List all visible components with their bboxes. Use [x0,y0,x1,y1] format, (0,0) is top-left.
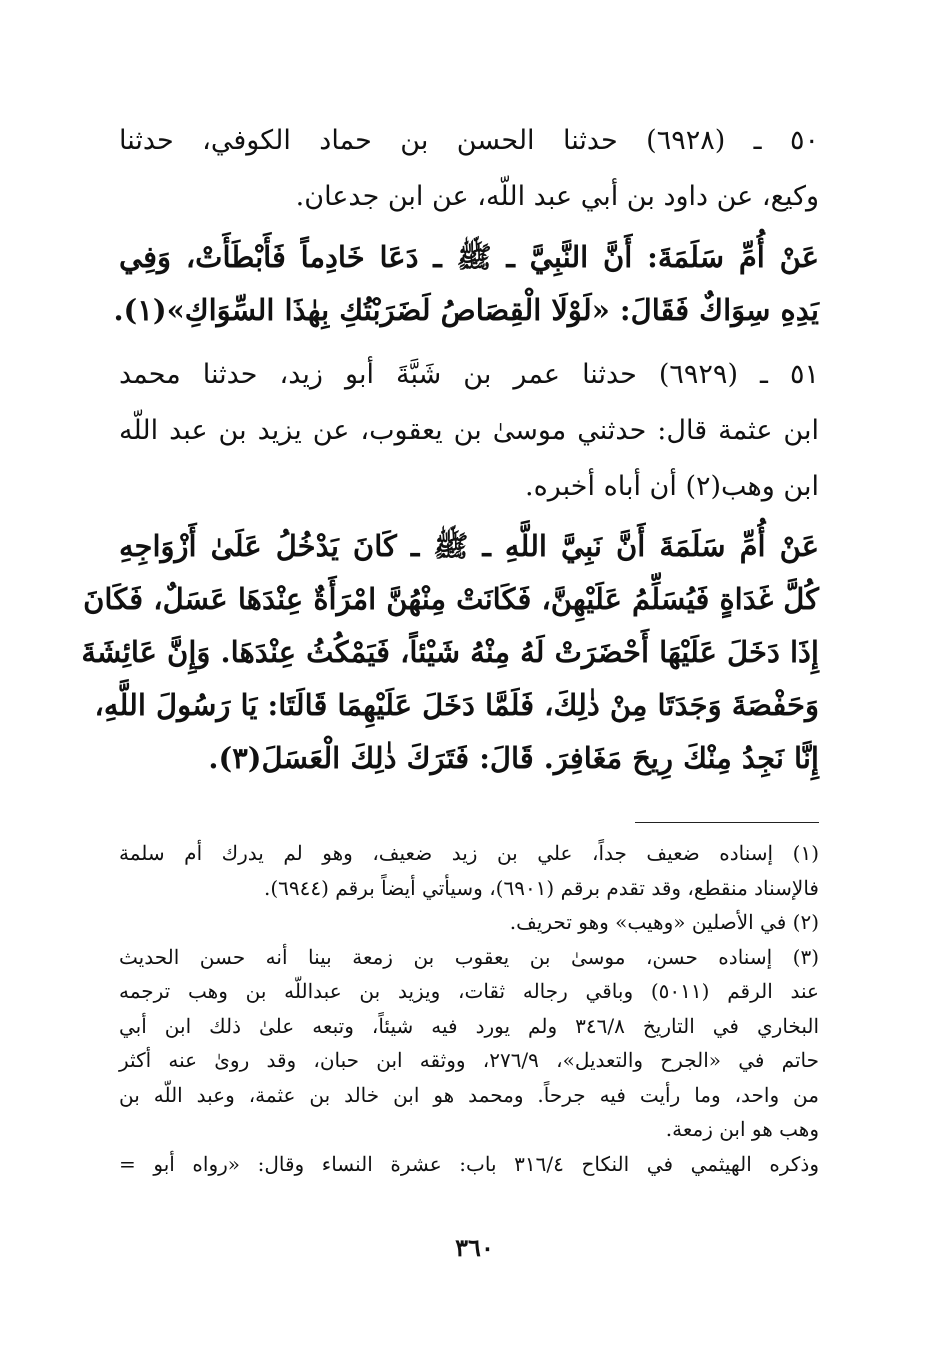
footnote-line: فالإسناد منقطع، وقد تقدم برقم (٦٩٠١)، وسيأتي أيضاً برقم (٦٩٤٤). [264,875,819,900]
footnote-separator [635,822,819,823]
footnote-line: (٢) في الأصلين «وهيب» وهو تحريف. [509,910,819,934]
hadith-line: إِنَّا نَجِدُ مِنْكَ رِيحَ مَغَافِرَ. قَالَ: فَتَرَكَ ذٰلِكَ الْعَسَلَ(٣). [208,741,819,775]
hadith-line: عَنْ أُمِّ سَلَمَةَ أَنَّ نَبِيَّ اللَّهِ ـ ﷺ ـ كَانَ يَدْخُلُ عَلَىٰ أَزْوَاجِهِ [119,529,819,563]
text-line: ابن وهب(٢) أن أباه أخبره. [525,471,819,502]
hadith-line: عَنْ أُمِّ سَلَمَةَ: أَنَّ النَّبِيَّ ـ ﷺ ـ دَعَا خَادِماً فَأَبْطَأَتْ، وَفِي [119,240,819,274]
footnotes [119,836,819,1181]
entry-51-hadith [81,520,819,785]
footnote-line: البخاري في التاريخ ٣٤٦/٨ ولم يورد فيه شيئاً، وتبعه علىٰ ذلك ابن أبي [119,1013,820,1038]
hadith-line: كُلَّ غَدَاةٍ فَيُسَلِّمُ عَلَيْهِنَّ، فَكَانَتْ مِنْهُنَّ امْرَأَةٌ عِنْدَهَا عَسَلٌ، فَكَانَ [83,582,819,616]
entry-51-isnad [119,347,819,515]
entry-50-hadith [113,231,819,337]
text-line: ٥١ ـ (٦٩٢٩) حدثنا عمر بن شَبَّةَ أبو زيد، حدثنا محمد [119,359,819,390]
footnote-line: (٣) إسناده حسن، موسىٰ بن يعقوب بن زمعة بينا أنه حسن الحديث [119,944,819,969]
footnote-line: وذكره الهيثمي في النكاح ٣١٦/٤ باب: عشرة النساء وقال: «رواه أبو = [119,1151,819,1176]
text-line: وكيع، عن داود بن أبي عبد اللّه، عن ابن جدعان. [295,181,819,212]
footnote-line: (١) إسناده ضعيف جداً، علي بن زيد ضعيف، وهو لم يدرك أم سلمة [119,841,819,865]
footnote-line: من واحد، وما رأيت فيه جرحاً. ومحمد هو ابن خالد بن عثمة، وعبد اللّه بن [119,1082,819,1107]
hadith-line: إِذَا دَخَلَ عَلَيْهَا أَحْضَرَتْ لَهُ مِنْهُ شَيْئاً، فَيَمْكُثُ عِنْدَهَا. وَإِنَّ عَائِشَةَ [81,635,819,669]
page-number: ٣٦٠ [455,1233,494,1262]
hadith-line: يَدِهِ سِوَاكٌ فَقَالَ: «لَوْلَا الْقِصَاصُ لَضَرَبْتُكِ بِهٰذَا السِّوَاكِ»(١). [113,293,819,327]
text-line: ابن عثمة قال: حدثني موسىٰ بن يعقوب، عن يزيد بن عبد اللّه [119,415,819,446]
entry-50-isnad [119,113,819,225]
footnote-line: وهب هو ابن زمعة. [665,1117,819,1141]
footnote-line: حاتم في «الجرح والتعديل»، ٢٧٦/٩، ووثقه ابن حبان، وقد روىٰ عنه أكثر [119,1048,819,1072]
text-line: ٥٠ ـ (٦٩٢٨) حدثنا الحسن بن حماد الكوفي، حدثنا [119,125,819,156]
hadith-line: وَحَفْصَةَ وَجَدَتَا مِنْ ذٰلِكَ، فَلَمَّا دَخَلَ عَلَيْهِمَا قَالَتَا: يَا رَسُولَ اللَّهِ، [94,688,819,722]
footnote-line: عند الرقم (٥٠١١) وباقي رجاله ثقات، ويزيد بن عبداللّه بن وهب ترجمه [119,979,819,1003]
